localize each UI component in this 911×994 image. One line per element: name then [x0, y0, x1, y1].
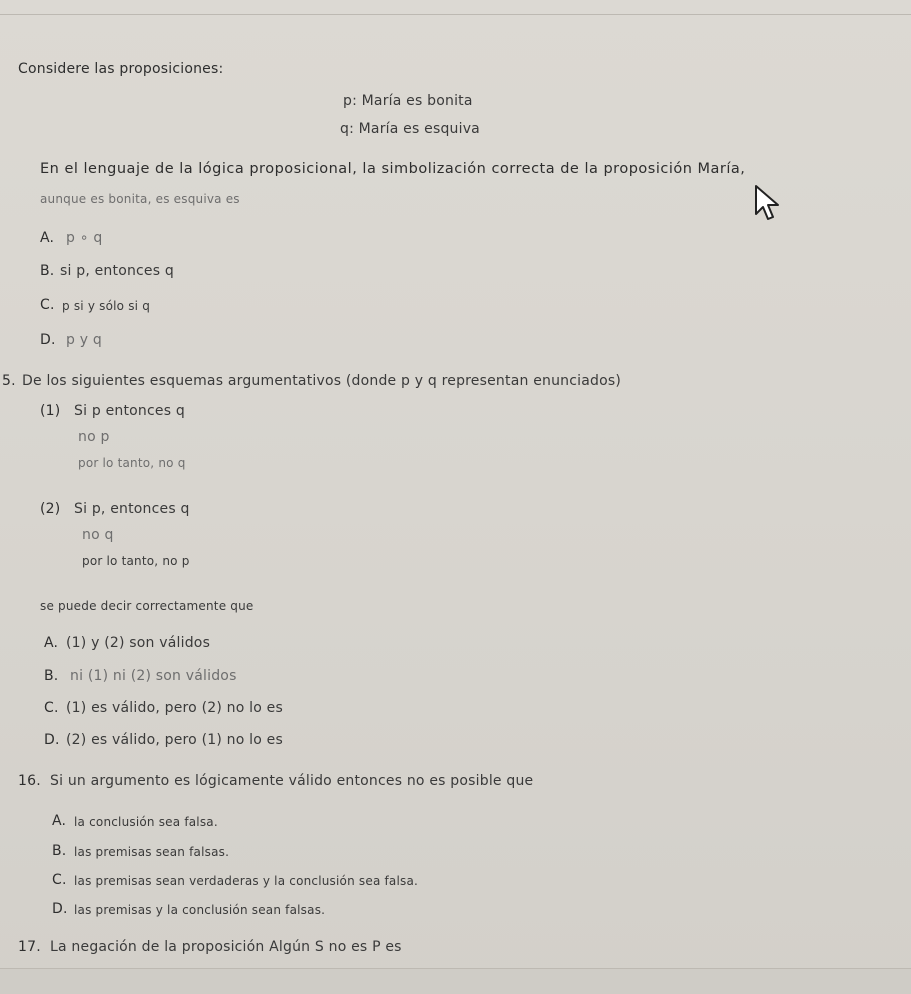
top-divider	[0, 14, 911, 15]
option-text: (1) y (2) son válidos	[66, 635, 211, 651]
option-letter: C.	[40, 297, 55, 313]
q14-stem-line1: En el lenguaje de la lógica proposicional, la simbolización correcta de la proposición María,	[40, 161, 746, 177]
argument-label: (2)	[40, 501, 61, 517]
q15-number: 5.	[2, 373, 16, 389]
option-letter: D.	[40, 332, 56, 348]
argument-premise-2: no p	[78, 429, 110, 445]
q15-stem: De los siguientes esquemas argumentativos (donde p y q representan enunciados)	[22, 373, 621, 389]
option-letter: B.	[44, 668, 59, 684]
option-letter: D.	[52, 901, 68, 917]
option-letter: B.	[52, 843, 67, 859]
q14-proposition-p: p: María es bonita	[343, 93, 473, 109]
q16-number: 16.	[18, 773, 41, 789]
bottom-edge	[0, 968, 911, 994]
option-text: (2) es válido, pero (1) no lo es	[66, 732, 283, 748]
option-letter: C.	[52, 872, 67, 888]
argument-premise-1: Si p, entonces q	[74, 501, 190, 517]
option-text: las premisas y la conclusión sean falsas.	[74, 903, 326, 917]
option-text: p y q	[66, 332, 102, 348]
option-letter: D.	[44, 732, 60, 748]
option-text: si p, entonces q	[60, 263, 174, 279]
option-text: la conclusión sea falsa.	[74, 815, 218, 829]
option-text: las premisas sean verdaderas y la conclusión sea falsa.	[74, 874, 419, 888]
argument-premise-1: Si p entonces q	[74, 403, 185, 419]
option-text: p si y sólo si q	[62, 299, 151, 313]
option-text: ni (1) ni (2) son válidos	[70, 668, 237, 684]
option-text: p ∘ q	[66, 230, 103, 246]
q16-stem: Si un argumento es lógicamente válido entonces no es posible que	[50, 773, 534, 789]
argument-conclusion: por lo tanto, no q	[78, 456, 186, 470]
option-letter: A.	[40, 230, 55, 246]
q14-stem-line2: aunque es bonita, es esquiva es	[40, 192, 240, 206]
option-text: las premisas sean falsas.	[74, 845, 230, 859]
q15-conclusion-prompt: se puede decir correctamente que	[40, 599, 254, 613]
argument-premise-2: no q	[82, 527, 114, 543]
q14-intro: Considere las proposiciones:	[18, 61, 224, 77]
argument-label: (1)	[40, 403, 61, 419]
q17-stem: La negación de la proposición Algún S no es P es	[50, 939, 402, 955]
argument-conclusion: por lo tanto, no p	[82, 554, 190, 568]
option-letter: C.	[44, 700, 59, 716]
option-letter: A.	[44, 635, 59, 651]
mouse-pointer-icon	[752, 184, 792, 224]
option-letter: A.	[52, 813, 67, 829]
option-letter: B.	[40, 263, 55, 279]
q17-number: 17.	[18, 939, 41, 955]
option-text: (1) es válido, pero (2) no lo es	[66, 700, 283, 716]
q14-proposition-q: q: María es esquiva	[340, 121, 480, 137]
